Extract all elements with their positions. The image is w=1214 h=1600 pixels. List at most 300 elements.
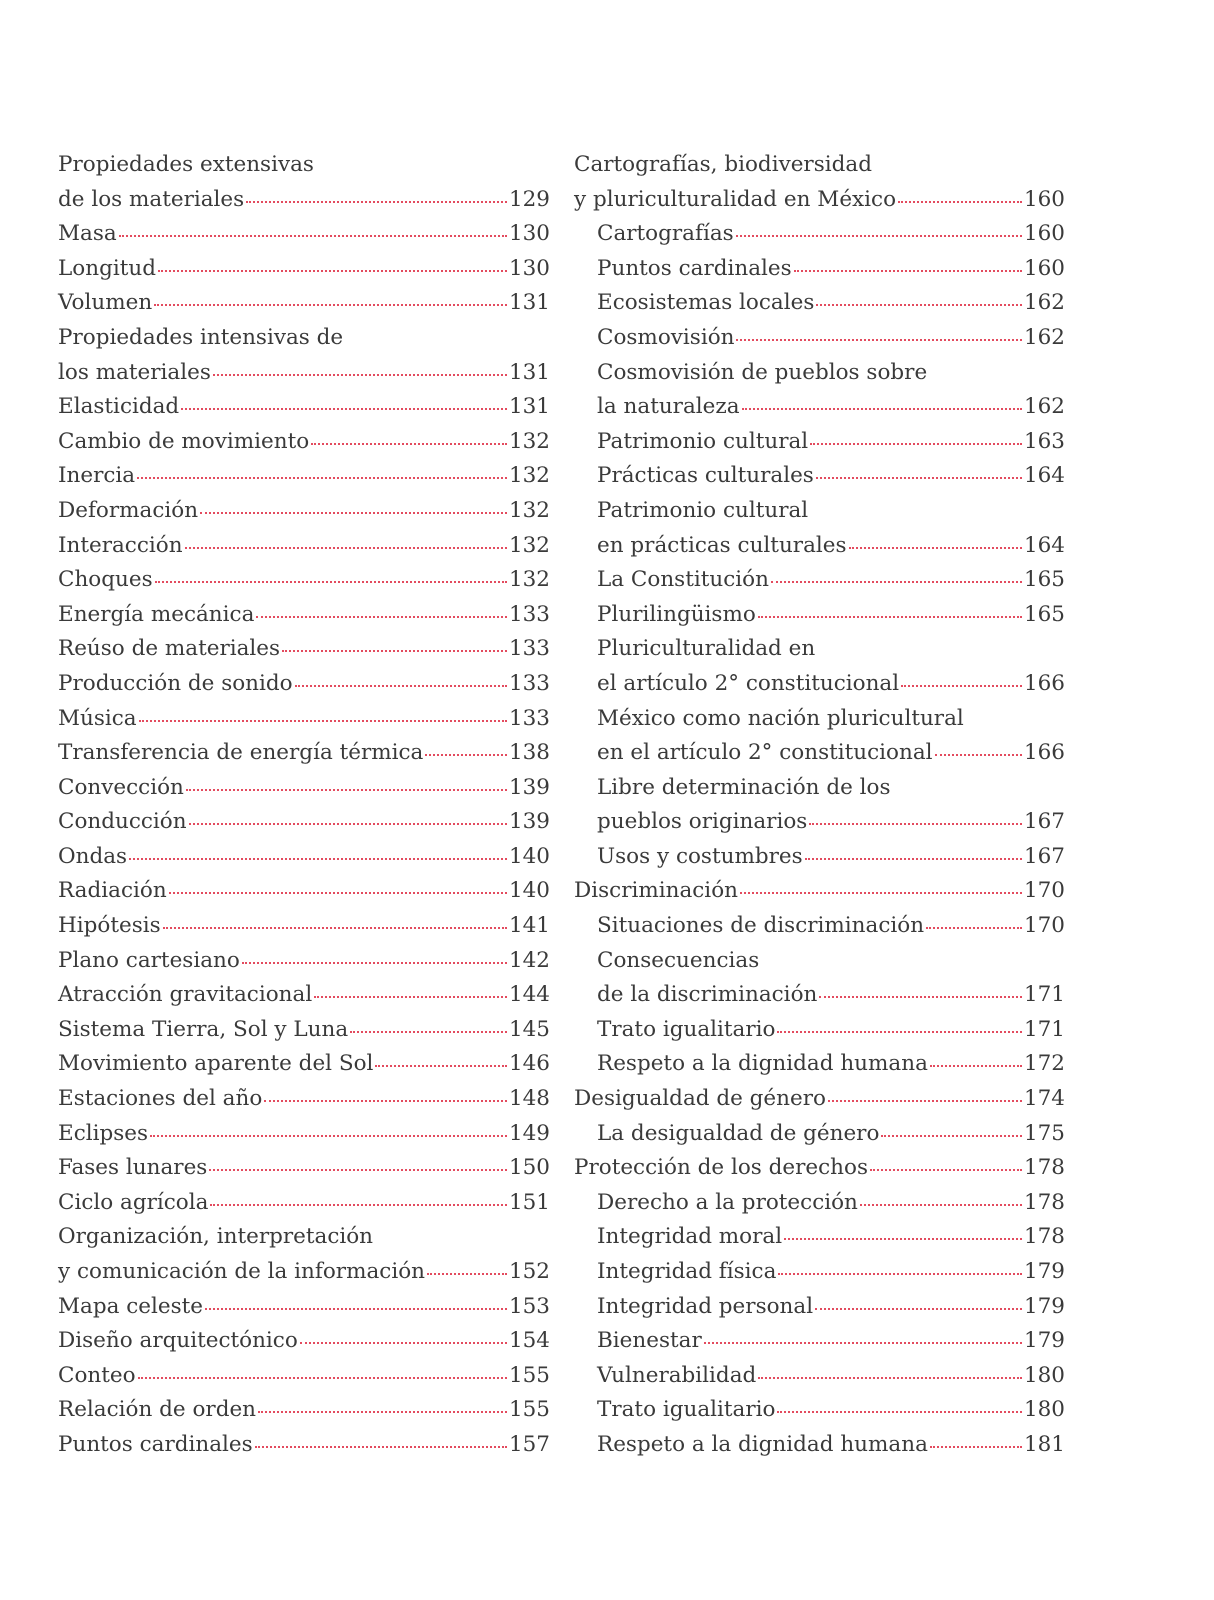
toc-page-number: 132 xyxy=(508,497,550,523)
dot-leader xyxy=(870,1169,1022,1171)
dot-leader xyxy=(282,650,507,652)
dot-leader xyxy=(350,1031,507,1033)
toc-entry xyxy=(574,1220,1065,1255)
toc-entry xyxy=(58,598,550,633)
toc-entry-line xyxy=(597,978,1065,1013)
dot-leader xyxy=(256,616,507,618)
dot-leader xyxy=(794,270,1022,272)
toc-page-number: 178 xyxy=(1023,1155,1065,1181)
toc-entry-title: Choques xyxy=(58,567,153,593)
toc-page-number: 175 xyxy=(1023,1120,1065,1146)
toc-page-number: 140 xyxy=(508,878,550,904)
toc-entry-line xyxy=(597,217,1065,252)
toc-entry xyxy=(58,459,550,494)
toc-page-number: 132 xyxy=(508,428,550,454)
toc-entry-line xyxy=(58,736,550,771)
toc-entry-line xyxy=(597,909,1065,944)
toc-page-number: 180 xyxy=(1023,1397,1065,1423)
toc-entry-line xyxy=(574,874,1065,909)
toc-entry xyxy=(574,1082,1065,1117)
dot-leader xyxy=(777,1411,1021,1413)
toc-page-number: 144 xyxy=(508,982,550,1008)
toc-entry xyxy=(574,1324,1065,1359)
toc-entry-title: Volumen xyxy=(58,290,153,316)
toc-entry-title: Atracción gravitacional xyxy=(58,982,313,1008)
toc-page-number: 155 xyxy=(508,1397,550,1423)
toc-page-number: 138 xyxy=(508,740,550,766)
toc-entry-title: Energía mecánica xyxy=(58,601,255,627)
toc-entry xyxy=(574,494,1065,563)
toc-entry-title: Plano cartesiano xyxy=(58,947,240,973)
dot-leader xyxy=(158,270,507,272)
toc-entry-title: México como nación pluricultural xyxy=(597,705,964,731)
dot-leader xyxy=(758,616,1022,618)
dot-leader xyxy=(758,1377,1022,1379)
toc-entry xyxy=(574,1290,1065,1325)
toc-page-number: 162 xyxy=(1023,394,1065,420)
toc-entry-title: Propiedades intensivas de xyxy=(58,324,344,350)
dot-leader xyxy=(213,374,507,376)
toc-entry-line xyxy=(58,632,550,667)
toc-right-column xyxy=(574,148,1065,1463)
toc-page-number: 167 xyxy=(1023,809,1065,835)
toc-page-number: 133 xyxy=(508,636,550,662)
toc-entry-title: Puntos cardinales xyxy=(597,255,792,281)
toc-page-number: 165 xyxy=(1023,567,1065,593)
dot-leader xyxy=(311,443,507,445)
toc-entry xyxy=(58,1117,550,1152)
toc-entry-line xyxy=(597,1428,1065,1463)
toc-entry-title: Sistema Tierra, Sol y Luna xyxy=(58,1016,349,1042)
toc-page-number: 139 xyxy=(508,774,550,800)
toc-entry xyxy=(574,1047,1065,1082)
toc-entry-title: Consecuencias xyxy=(597,947,760,973)
toc-entry-title: Convección xyxy=(58,774,184,800)
dot-leader xyxy=(138,1377,507,1379)
dot-leader xyxy=(210,1204,507,1206)
toc-entry-line xyxy=(597,1359,1065,1394)
toc-entry-title: Conteo xyxy=(58,1362,136,1388)
dot-leader xyxy=(119,235,507,237)
toc-entry-title: Desigualdad de género xyxy=(574,1086,826,1112)
toc-page-number: 130 xyxy=(508,221,550,247)
toc-entry-line xyxy=(597,1220,1065,1255)
toc-entry-title: Libre determinación de los xyxy=(597,774,891,800)
toc-entry-line xyxy=(58,771,550,806)
toc-entry-line xyxy=(597,459,1065,494)
dot-leader xyxy=(736,339,1021,341)
toc-page-number: 170 xyxy=(1023,913,1065,939)
toc-entry-title: en prácticas culturales xyxy=(597,532,847,558)
toc-entry-title: Patrimonio cultural xyxy=(597,497,809,523)
toc-entry-line xyxy=(597,563,1065,598)
toc-entry-title: Integridad moral xyxy=(597,1224,783,1250)
dot-leader xyxy=(129,858,507,860)
dot-leader xyxy=(189,823,507,825)
toc-entry-title: La desigualdad de género xyxy=(597,1120,880,1146)
toc-page-number: 131 xyxy=(508,290,550,316)
toc-entry xyxy=(58,771,550,806)
toc-entry-title: Respeto a la dignidad humana xyxy=(597,1051,928,1077)
toc-entry-title: Situaciones de discriminación xyxy=(597,913,925,939)
toc-entry-line xyxy=(597,1047,1065,1082)
dot-leader xyxy=(771,581,1022,583)
toc-entry xyxy=(574,1186,1065,1221)
toc-entry-title: Derecho a la protección xyxy=(597,1189,858,1215)
dot-leader xyxy=(427,1273,507,1275)
toc-page-number: 155 xyxy=(508,1362,550,1388)
toc-entry-line xyxy=(58,1428,550,1463)
toc-entry-line xyxy=(58,1013,550,1048)
toc-entry-line xyxy=(58,217,550,252)
toc-entry xyxy=(574,771,1065,840)
toc-page-number: 178 xyxy=(1023,1224,1065,1250)
toc-entry xyxy=(58,425,550,460)
toc-entry xyxy=(574,252,1065,287)
dot-leader xyxy=(258,1411,507,1413)
toc-entry xyxy=(58,944,550,979)
toc-page-number: 157 xyxy=(508,1431,550,1457)
toc-entry-title: Cartografías, biodiversidad xyxy=(574,152,872,177)
toc-entry-line xyxy=(58,805,550,840)
toc-entry-title: Inercia xyxy=(58,463,136,489)
toc-entry xyxy=(58,321,550,390)
toc-entry xyxy=(58,1186,550,1221)
dot-leader xyxy=(150,1135,507,1137)
toc-page-number: 171 xyxy=(1023,1016,1065,1042)
toc-entry-title: Prácticas culturales xyxy=(597,463,814,489)
dot-leader xyxy=(425,754,507,756)
toc-entry-line xyxy=(597,632,1065,667)
toc-entry xyxy=(58,736,550,771)
toc-page-number: 151 xyxy=(508,1189,550,1215)
dot-leader xyxy=(828,1100,1022,1102)
toc-page-number: 160 xyxy=(1023,221,1065,247)
toc-entry xyxy=(58,667,550,702)
toc-entry xyxy=(574,874,1065,909)
toc-entry-title: Reúso de materiales xyxy=(58,636,281,662)
toc-entry-line xyxy=(597,494,1065,529)
dot-leader xyxy=(809,823,1022,825)
toc-entry-title: Elasticidad xyxy=(58,394,180,420)
toc-entry xyxy=(58,1428,550,1463)
toc-page-number: 129 xyxy=(508,186,550,212)
toc-entry-title: Puntos cardinales xyxy=(58,1431,253,1457)
toc-entry-title: de la discriminación xyxy=(597,982,818,1008)
toc-page-number: 139 xyxy=(508,809,550,835)
toc-entry-line xyxy=(58,667,550,702)
toc-entry-line xyxy=(597,944,1065,979)
toc-entry xyxy=(574,944,1065,1013)
toc-entry xyxy=(574,1428,1065,1463)
dot-leader xyxy=(816,477,1022,479)
toc-entry-line xyxy=(58,874,550,909)
dot-leader xyxy=(205,1308,507,1310)
toc-page-number: 170 xyxy=(1023,878,1065,904)
toc-entry xyxy=(58,1151,550,1186)
toc-entry-line xyxy=(58,598,550,633)
toc-entry xyxy=(58,632,550,667)
toc-entry xyxy=(58,1324,550,1359)
toc-entry-line xyxy=(58,1186,550,1221)
toc-left-column xyxy=(58,148,550,1463)
toc-entry-line xyxy=(58,840,550,875)
toc-page-number: 163 xyxy=(1023,428,1065,454)
toc-page-number: 166 xyxy=(1023,670,1065,696)
toc-entry-line xyxy=(58,148,550,183)
toc-entry xyxy=(58,1013,550,1048)
toc-entry xyxy=(574,459,1065,494)
toc-page-number: 180 xyxy=(1023,1362,1065,1388)
toc-entry xyxy=(58,217,550,252)
toc-entry-title: Música xyxy=(58,705,137,731)
dot-leader xyxy=(209,1169,507,1171)
toc-page-number: 146 xyxy=(508,1051,550,1077)
dot-leader xyxy=(295,685,507,687)
toc-entry-line xyxy=(597,529,1065,564)
toc-entry-title: Conducción xyxy=(58,809,187,835)
toc-entry xyxy=(58,805,550,840)
dot-leader xyxy=(784,1238,1022,1240)
toc-entry-title: los materiales xyxy=(58,359,211,385)
dot-leader xyxy=(704,1342,1022,1344)
toc-entry-line xyxy=(574,1151,1065,1186)
toc-entry-title: Pluriculturalidad en xyxy=(597,636,816,662)
dot-leader xyxy=(805,858,1022,860)
toc-page-number: 145 xyxy=(508,1016,550,1042)
dot-leader xyxy=(736,235,1022,237)
toc-entry-line xyxy=(597,771,1065,806)
toc-entry-title: Fases lunares xyxy=(58,1155,208,1181)
toc-entry-line xyxy=(58,1151,550,1186)
toc-page-number: 131 xyxy=(508,359,550,385)
toc-entry-line xyxy=(597,1117,1065,1152)
toc-page-number: 171 xyxy=(1023,982,1065,1008)
toc-entry-line xyxy=(58,1047,550,1082)
toc-entry-line xyxy=(597,1324,1065,1359)
dot-leader xyxy=(901,685,1022,687)
toc-entry-line xyxy=(58,321,550,356)
toc-page-number: 167 xyxy=(1023,843,1065,869)
toc-entry-title: Patrimonio cultural xyxy=(597,428,809,454)
toc-entry xyxy=(58,978,550,1013)
toc-entry xyxy=(574,563,1065,598)
toc-entry-title: Diseño arquitectónico xyxy=(58,1328,298,1354)
toc-entry xyxy=(58,286,550,321)
toc-entry xyxy=(574,1255,1065,1290)
toc-entry-title: Cambio de movimiento xyxy=(58,428,310,454)
dot-leader xyxy=(314,996,507,998)
toc-page-number: 179 xyxy=(1023,1328,1065,1354)
toc-page-number: 174 xyxy=(1023,1086,1065,1112)
toc-entry xyxy=(574,321,1065,356)
dot-leader xyxy=(375,1065,507,1067)
toc-entry-title: de los materiales xyxy=(58,186,245,212)
toc-page-number: 149 xyxy=(508,1120,550,1146)
dot-leader xyxy=(810,443,1022,445)
dot-leader xyxy=(742,408,1022,410)
toc-entry xyxy=(574,356,1065,425)
toc-entry xyxy=(58,563,550,598)
toc-entry-title: Eclipses xyxy=(58,1120,149,1146)
toc-entry-line xyxy=(597,1290,1065,1325)
toc-entry xyxy=(574,425,1065,460)
toc-page-number: 142 xyxy=(508,947,550,973)
dot-leader xyxy=(881,1135,1022,1137)
toc-entry-title: Hipótesis xyxy=(58,913,161,939)
toc-entry-line xyxy=(58,944,550,979)
toc-entry-line xyxy=(597,805,1065,840)
toc-entry xyxy=(58,390,550,425)
dot-leader xyxy=(155,581,507,583)
toc-entry-line xyxy=(58,529,550,564)
toc-entry-line xyxy=(58,390,550,425)
toc-entry-title: la naturaleza xyxy=(597,394,740,420)
toc-entry-title: y pluriculturalidad en México xyxy=(574,186,897,212)
toc-page-number: 130 xyxy=(508,255,550,281)
toc-entry-line xyxy=(574,183,1065,218)
toc-entry-title: Respeto a la dignidad humana xyxy=(597,1431,928,1457)
toc-entry-title: Mapa celeste xyxy=(58,1293,204,1319)
dot-leader xyxy=(186,789,507,791)
dot-leader xyxy=(849,547,1022,549)
dot-leader xyxy=(264,1100,507,1102)
toc-entry-line xyxy=(58,1393,550,1428)
toc-page-number: 132 xyxy=(508,567,550,593)
toc-entry-title: Plurilingüismo xyxy=(597,601,756,627)
toc-entry-title: Bienestar xyxy=(597,1328,702,1354)
toc-entry xyxy=(574,840,1065,875)
toc-page-number: 160 xyxy=(1023,186,1065,212)
toc-page-number: 179 xyxy=(1023,1259,1065,1284)
toc-page-number: 132 xyxy=(508,532,550,558)
dot-leader xyxy=(200,512,507,514)
toc-entry xyxy=(574,286,1065,321)
toc-entry-line xyxy=(58,1117,550,1152)
toc-entry xyxy=(58,840,550,875)
toc-page-number: 141 xyxy=(508,913,550,939)
dot-leader xyxy=(935,754,1022,756)
toc-entry-title: Integridad personal xyxy=(597,1293,814,1319)
toc-entry-title: Radiación xyxy=(58,878,167,904)
toc-entry xyxy=(58,909,550,944)
dot-leader xyxy=(163,927,507,929)
toc-page-number: 150 xyxy=(508,1155,550,1181)
toc-page-number: 160 xyxy=(1023,255,1065,281)
toc-entry xyxy=(58,874,550,909)
toc-entry-line xyxy=(58,494,550,529)
toc-entry xyxy=(574,217,1065,252)
toc-entry-title: Masa xyxy=(58,221,117,247)
toc-page-number: 133 xyxy=(508,601,550,627)
toc-entry xyxy=(58,1082,550,1117)
toc-page-number: 181 xyxy=(1023,1431,1065,1457)
toc-page-number: 154 xyxy=(508,1328,550,1354)
dot-leader xyxy=(930,1065,1022,1067)
toc-entry-line xyxy=(58,425,550,460)
toc-page-number: 166 xyxy=(1023,740,1065,766)
toc-entry-line xyxy=(58,1359,550,1394)
toc-entry-line xyxy=(597,1186,1065,1221)
toc-entry xyxy=(574,702,1065,771)
dot-leader xyxy=(255,1446,507,1448)
toc-entry-line xyxy=(58,563,550,598)
toc-entry-line xyxy=(58,183,550,218)
toc-page-number: 178 xyxy=(1023,1189,1065,1215)
toc-entry-line xyxy=(58,1220,550,1255)
toc-entry xyxy=(574,909,1065,944)
dot-leader xyxy=(898,201,1022,203)
toc-page-number: 133 xyxy=(508,670,550,696)
toc-entry-line xyxy=(597,598,1065,633)
toc-entry-line xyxy=(58,909,550,944)
toc-entry-line xyxy=(58,252,550,287)
toc-entry-line xyxy=(58,459,550,494)
toc-entry xyxy=(574,1013,1065,1048)
toc-entry-line xyxy=(58,702,550,737)
dot-leader xyxy=(300,1342,507,1344)
toc-entry-title: Cartografías xyxy=(597,221,734,247)
toc-entry-title: Relación de orden xyxy=(58,1397,257,1423)
toc-entry-line xyxy=(597,356,1065,391)
toc-entry xyxy=(58,1047,550,1082)
toc-entry-title: Deformación xyxy=(58,497,199,523)
toc-page-number: 164 xyxy=(1023,532,1065,558)
dot-leader xyxy=(169,892,507,894)
dot-leader xyxy=(778,1273,1022,1275)
toc-entry-title: Trato igualitario xyxy=(597,1397,776,1423)
dot-leader xyxy=(181,408,507,410)
toc-entry-title: Trato igualitario xyxy=(597,1016,776,1042)
toc-entry xyxy=(58,1220,550,1289)
toc-entry-line xyxy=(597,390,1065,425)
toc-entry-title: Protección de los derechos xyxy=(574,1155,868,1181)
toc-entry-line xyxy=(597,425,1065,460)
toc-entry xyxy=(574,148,1065,217)
toc-entry-line xyxy=(597,840,1065,875)
toc-entry xyxy=(58,148,550,217)
dot-leader xyxy=(930,1446,1022,1448)
toc-entry xyxy=(58,494,550,529)
toc-entry-title: Ciclo agrícola xyxy=(58,1189,209,1215)
toc-page-number: 162 xyxy=(1023,290,1065,316)
toc-entry xyxy=(574,1151,1065,1186)
dot-leader xyxy=(242,962,507,964)
toc-entry-line xyxy=(597,667,1065,702)
toc-entry-title: el artículo 2° constitucional xyxy=(597,670,900,696)
dot-leader xyxy=(246,201,507,203)
toc-entry-line xyxy=(574,148,1065,183)
toc-entry-line xyxy=(597,1013,1065,1048)
toc-entry-title: Discriminación xyxy=(574,878,738,904)
toc-entry-title: Integridad física xyxy=(597,1259,777,1284)
dot-leader xyxy=(816,304,1022,306)
dot-leader xyxy=(815,1308,1022,1310)
toc-entry-title: Organización, interpretación xyxy=(58,1224,374,1250)
toc-entry-line xyxy=(58,356,550,391)
toc-page-number: 140 xyxy=(508,843,550,869)
toc-entry-title: Cosmovisión de pueblos sobre xyxy=(597,359,928,385)
dot-leader xyxy=(860,1204,1022,1206)
toc-entry-title: Producción de sonido xyxy=(58,670,293,696)
toc-entry xyxy=(574,632,1065,701)
toc-entry-title: Propiedades extensivas xyxy=(58,152,314,177)
toc-entry-line xyxy=(597,252,1065,287)
toc-entry-line xyxy=(597,702,1065,737)
toc-entry xyxy=(574,598,1065,633)
toc-entry xyxy=(58,1393,550,1428)
dot-leader xyxy=(154,304,507,306)
